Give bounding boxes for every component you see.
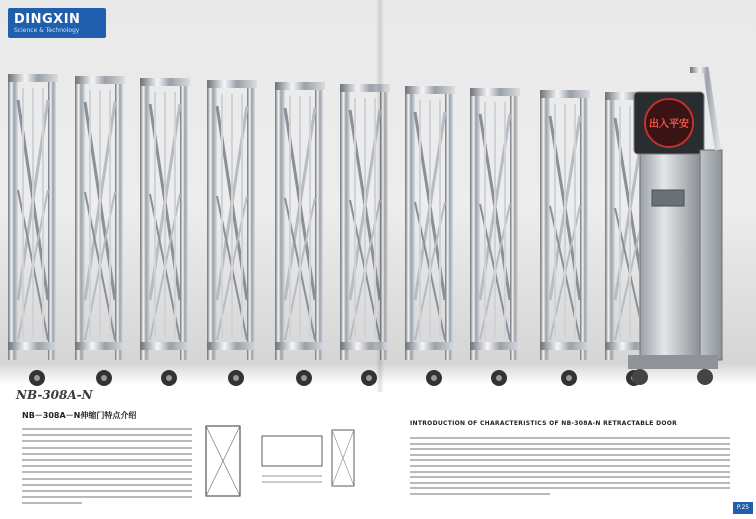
- gate-section: [140, 78, 190, 386]
- gate-section: [470, 88, 520, 386]
- text-line: [22, 484, 192, 486]
- text-line: [22, 440, 192, 442]
- left-page-title: NB－308A－N伸缩门特点介绍: [22, 411, 137, 420]
- gate-section: [75, 76, 125, 386]
- gate-diagrams: [200, 422, 360, 502]
- text-line: [22, 471, 192, 473]
- text-line: [22, 496, 192, 498]
- gate-section: [207, 80, 257, 386]
- model-label: NB-308A-N: [16, 388, 93, 402]
- brand-logo: [8, 8, 106, 38]
- text-line: [410, 459, 730, 461]
- text-line: [22, 478, 192, 480]
- text-line: [410, 437, 730, 439]
- gate-section: [8, 74, 58, 386]
- text-line: [22, 428, 192, 430]
- text-line: [22, 453, 192, 455]
- text-line: [410, 487, 730, 489]
- text-line: [410, 482, 730, 484]
- text-line: [410, 493, 550, 495]
- text-line: [22, 502, 82, 504]
- gate-sections: [8, 74, 655, 386]
- text-line: [22, 465, 192, 467]
- brand-name: DINGXIN: [14, 12, 81, 27]
- text-line: [22, 490, 192, 492]
- text-line: [410, 465, 730, 467]
- gate-section: [540, 90, 590, 386]
- gate-section: [275, 82, 325, 386]
- text-line: [410, 471, 730, 473]
- page-number: P.25: [733, 502, 753, 514]
- text-line: [410, 476, 730, 478]
- text-line: [410, 454, 730, 456]
- brand-tagline: Science & Technology: [14, 27, 80, 34]
- text-line: [22, 447, 192, 449]
- gate-section: [405, 86, 455, 386]
- text-line: [410, 448, 730, 450]
- text-line: [22, 459, 192, 461]
- text-line: [410, 443, 730, 445]
- drive-cabinet: [628, 70, 722, 385]
- led-sign-text: 出入平安: [649, 119, 689, 130]
- text-line: [22, 434, 192, 436]
- right-page-title: INTRODUCTION OF CHARACTERISTICS OF NB-308A-N RETRACTABLE DOOR: [410, 420, 678, 427]
